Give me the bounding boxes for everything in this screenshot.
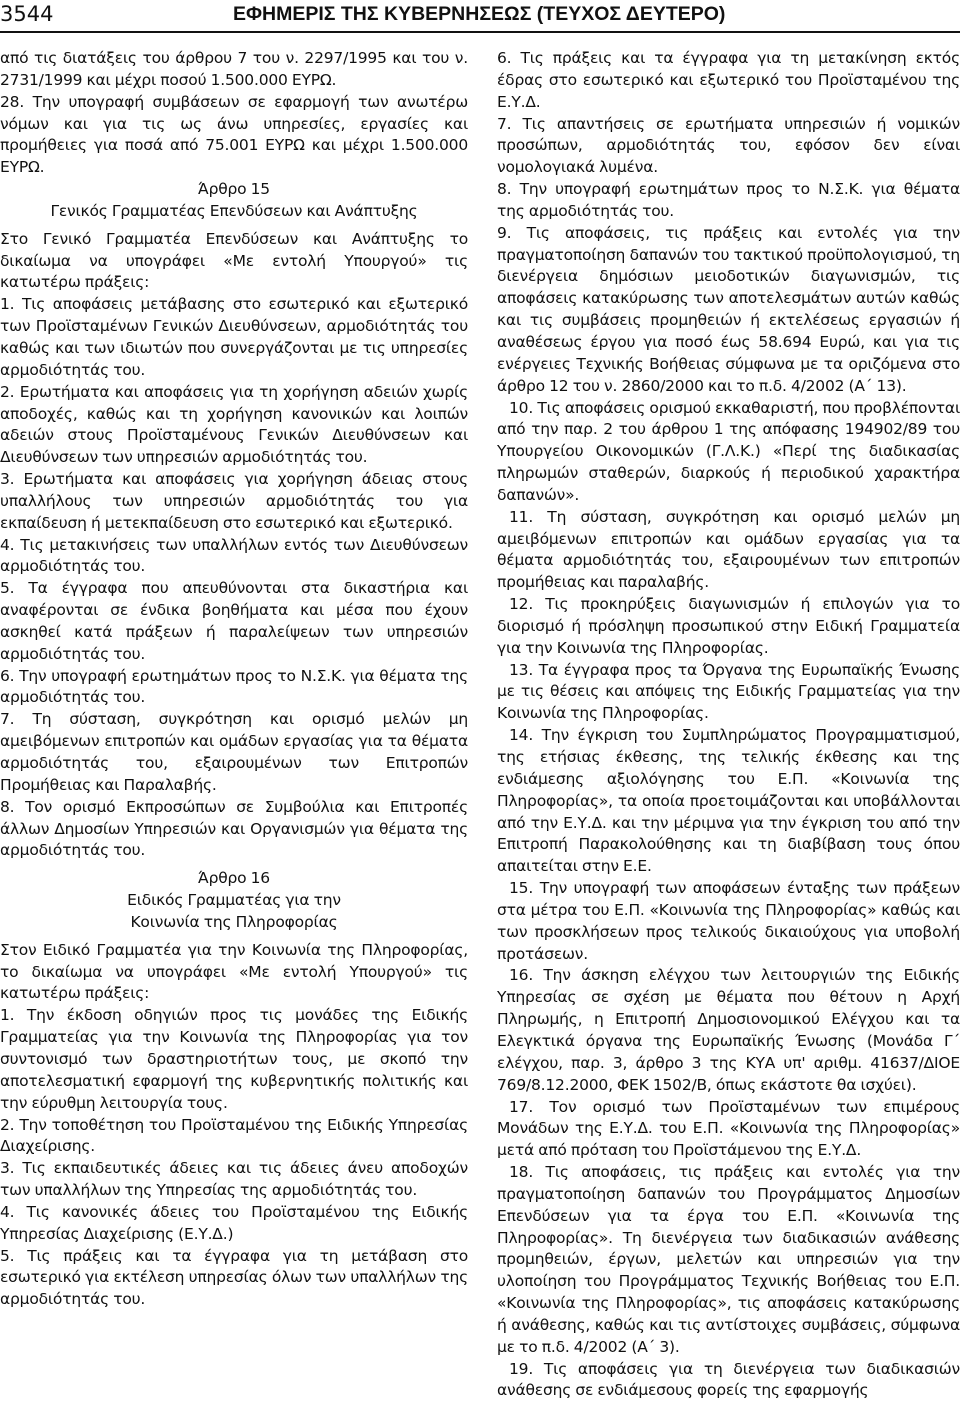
list-item: 5. Τα έγγραφα που απευθύνονται στα δικαστήρια και αναφέρονται σε ένδικα βοηθήματα και μέσα που έχουν ασκηθεί κατά πράξεων ή παραλείψεων των υπηρεσιών αρμοδιότητάς του. — [0, 579, 468, 663]
list-item: 19. Τις αποφάσεις για τη διενέργεια των διαδικασιών ανάθεσης σε ενδιάμεσους φορείς της εφαρμογής — [497, 1359, 960, 1400]
list-item: 5. Τις πράξεις και τα έγγραφα για τη μετάβαση στο εσωτερικό για εκτέλεση υπηρεσίας όλων των υπαλλήλων της αρμοδιότητάς του. — [0, 1246, 468, 1309]
list-item: 10. Τις αποφάσεις ορισμού εκκαθαριστή, που προβλέπονται από την παρ. 2 του άρθρου 1 της απόφασης 194902/89 του Υπουργείου Οικονομικών (Γ.Λ.Κ.) «Περί της διαδικασίας πληρωμών σταθερών, διαρκούς ή περιοδικού χαρακτήρα δαπανών». — [497, 398, 960, 504]
list-item: 8. Την υπογραφή ερωτημάτων προς το Ν.Σ.Κ. για θέματα της αρμοδιότητάς του. — [497, 180, 960, 220]
list-item: 4. Τις μετακινήσεις των υπαλλήλων εντός των Διευθύνσεων αρμοδιότητάς του. — [0, 535, 468, 576]
article-16-title: Άρθρο 16 — [198, 869, 270, 888]
article-16-subtitle-line-1: Ειδικός Γραμματέας για την — [127, 891, 341, 910]
page-header — [0, 0, 960, 30]
list-item: 3. Ερωτήματα και αποφάσεις για χορήγηση άδειας στους υπαλλήλους των υπηρεσιών αρμοδιότητάς του για εκπαίδευση ή μετεκπαίδευση στο εσωτερικό και εξωτερικό. — [0, 470, 468, 532]
list-item: 4. Τις κανονικές άδειες του Προϊσταμένου της Ειδικής Υπηρεσίας Διαχείρισης (Ε.Υ.Δ.) — [0, 1202, 468, 1243]
list-item: 7. Τη σύσταση, συγκρότηση και ορισμό μελών μη αμειβόμενων επιτροπών και ομάδων εργασίας για τα θέματα αρμοδιότητάς του, εξαιρουμένων των Επιτροπών Προμήθειας και Παραλαβής. — [0, 710, 468, 794]
list-item: 7. Τις απαντήσεις σε ερωτήματα υπηρεσιών ή νομικών προσώπων, αρμοδιότητάς του, εφόσον δεν είναι νομολογιακά λυμένα. — [497, 114, 960, 177]
list-item: 6. Τις πράξεις και τα έγγραφα για τη μετακίνηση εκτός έδρας στο εσωτερικό και εξωτερικό του Προϊσταμένου της Ε.Υ.Δ. — [497, 49, 960, 111]
list-item: 13. Τα έγγραφα προς τα Όργανα της Ευρωπαϊκής Ένωσης με τις θέσεις και απόψεις της Ειδικής Γραμματείας για την Κοινωνία της Πληροφορίας. — [497, 660, 960, 723]
list-item: 2. Την τοποθέτηση του Προϊσταμένου της Ειδικής Υπηρεσίας Διαχείρισης. — [0, 1115, 468, 1156]
right-column — [497, 48, 960, 1402]
list-item: 6. Την υπογραφή ερωτημάτων προς το Ν.Σ.Κ. για θέματα της αρμοδιότητάς του. — [0, 666, 468, 707]
list-item: 12. Τις προκηρύξεις διαγωνισμών ή επιλογών για το διορισμό ή πρόσληψη προσωπικού στην Ειδική Γραμματεία για την Κοινωνία της Πληροφορίας. — [497, 595, 960, 657]
list-item: 17. Τον ορισμό των Προϊσταμένων των επιμέρους Μονάδων της Ε.Υ.Δ. του Ε.Π. «Κοινωνία της Πληροφορίας» μετά από πρόταση του Προϊστάμενου της Ε.Υ.Δ. — [497, 1097, 960, 1160]
article-16-subtitle-line-2: Κοινωνία της Πληροφορίας — [130, 912, 338, 931]
list-item: 9. Τις αποφάσεις, τις πράξεις και εντολές για την πραγματοποίηση δαπανών του τακτικού προϋπολογισμού, τη διενέργεια δημόσιων μειοδοτικών διαγωνισμών, τις αποφάσεις κατακύρωσης των αποτελεσμάτων αυτών καθώς και τις συμβάσεις προμηθειών ή εκτελέσεως εργασιών ή αναθέσεως έργου για ποσό έως 58.694 Ευρώ, και για τις ενέργειες Τεχνικής Βοήθειας σύμφωνα με τα οριζόμενα στο άρθρο 12 του ν. 2860/2000 και το π.δ. 4/2002 (Α΄ 13). — [497, 223, 960, 395]
list-item: 15. Την υπογραφή των αποφάσεων ένταξης των πράξεων στα μέτρα του Ε.Π. «Κοινωνία της Πληροφορίας» καθώς και των προσκλήσεων προς τελικούς δικαιούχους για υποβολή προτάσεων. — [497, 879, 960, 963]
gazette-title: ΕΦΗΜΕΡΙΣ ΤΗΣ ΚΥΒΕΡΝΗΣΕΩΣ (ΤΕΥΧΟΣ ΔΕΥΤΕΡΟ) — [233, 3, 726, 25]
list-item: 11. Τη σύσταση, συγκρότηση και ορισμό μελών μη αμειβόμενων επιτροπών και ομάδων εργασίας για τα θέματα αρμοδιότητάς του, εξαιρουμένων των επιτροπών προμήθειας και παραλαβής. — [497, 507, 960, 592]
article-15-title: Άρθρο 15 — [198, 180, 270, 199]
article-15-intro: Στο Γενικό Γραμματέα Επενδύσεων και Ανάπτυξης το δικαίωμα να υπογράφει «Με εντολή Υπουργού» τις κατωτέρω πράξεις: — [0, 229, 468, 292]
left-column — [0, 48, 468, 1311]
list-item: 2. Ερωτήματα και αποφάσεις για τη χορήγηση αδειών χωρίς αποδοχές, καθώς και τη χορήγηση κανονικών και λοιπών αδειών στους Προϊσταμένους Γενικών Διευθύνσεων και Διευθύνσεων των υπηρεσιών αρμοδιότητάς του. — [0, 382, 468, 467]
list-item: 14. Την έγκριση του Συμπληρώματος Προγραμματισμού, της ετήσιας έκθεσης, της τελικής έκθεσης και της ενδιάμεσης αξιολόγησης του Ε.Π. «Κοινωνία της Πληροφορίας», τα οποία προετοιμάζονται και υποβάλλονται από την Ε.Υ.Δ. και την μέριμνα για την έγκριση του από την Επιτροπή Παρακολούθησης και τη διαβίβαση τους όπου απαιτείται στην Ε.Ε. — [497, 726, 960, 876]
page-number: 3544 — [0, 2, 54, 26]
list-item: 3. Τις εκπαιδευτικές άδειες και τις άδειες άνευ αποδοχών των υπαλλήλων της Υπηρεσίας της αρμοδιότητάς του. — [0, 1159, 468, 1200]
article-16-intro: Στον Ειδικό Γραμματέα για την Κοινωνία της Πληροφορίας, το δικαίωμα να υπογράφει «Με εντολή Υπουργού» τις κατωτέρω πράξεις: — [0, 940, 468, 1003]
article-15-subtitle: Γενικός Γραμματέας Επενδύσεων και Ανάπτυξης — [50, 201, 418, 220]
list-item: 18. Τις αποφάσεις, τις πράξεις και εντολές για την πραγματοποίηση δαπανών του Προγράμματος Δημοσίων Επενδύσεων για τα έργα του Ε.Π. «Κοινωνία της Πληροφορίας». Τη διενέργεια των διαδικασιών ανάθεσης προμηθειών, έργων, μελετών και υπηρεσιών για την υλοποίηση του Προγράμματος Τεχνικής Βοήθειας του Ε.Π. «Κοινωνία της Πληροφορίας», τις αποφάσεις κατακύρωσης ή ανάθεσης, καθώς και τις αντίστοιχες συμβάσεις, σύμφωνα με το π.δ. 4/2002 (Α΄ 3). — [497, 1163, 960, 1356]
paragraph: από τις διατάξεις του άρθρου 7 του ν. 2297/1995 και του ν. 2731/1999 και μέχρι ποσού 1.500.000 ΕΥΡΩ. — [0, 49, 468, 89]
paragraph: 28. Την υπογραφή συμβάσεων σε εφαρμογή των ανωτέρω νόμων και για τις ως άνω υπηρεσίες, εργασίες και προμήθειες για ποσά από 75.001 ΕΥΡΩ και μέχρι 1.500.000 ΕΥΡΩ. — [0, 92, 468, 177]
list-item: 1. Την έκδοση οδηγιών προς τις μονάδες της Ειδικής Γραμματείας για την Κοινωνία της Πληροφορίας για τον συντονισμό των δραστηριοτήτων τους, με σκοπό την αποτελεσματική εφαρμογή της κυβερνητικής πολιτικής και την εύρυθμη λειτουργία τους. — [0, 1006, 468, 1112]
list-item: 16. Την άσκηση ελέγχου των λειτουργιών της Ειδικής Υπηρεσίας σε σχέση με θέματα που θέτουν η Αρχή Πληρωμής, η Επιτροπή Δημοσιονομικού Ελέγχου και τα Ελεγκτικά όργανα της Ευρωπαϊκής Ένωσης (Μονάδα Γ΄ ελέγχου, παρ. 3, άρθρο 3 της ΚΥΑ υπ' αριθμ. 41637/ΔΙΟΕ 769/8.12.2000, ΦΕΚ 1502/Β, όπως εκάστοτε θα ισχύει). — [497, 966, 960, 1094]
list-item: 8. Τον ορισμό Εκπροσώπων σε Συμβούλια και Επιτροπές άλλων Δημοσίων Υπηρεσιών και Οργανισμών για θέματα της αρμοδιότητάς του. — [0, 797, 468, 860]
header-rule — [0, 31, 960, 33]
list-item: 1. Τις αποφάσεις μετάβασης στο εσωτερικό και εξωτερικό των Προϊσταμένων Γενικών Διευθύνσεων, αρμοδιότητάς του καθώς και των ιδιωτών που συνεργάζονται με τις υπηρεσίες αρμοδιότητάς του. — [0, 295, 468, 379]
